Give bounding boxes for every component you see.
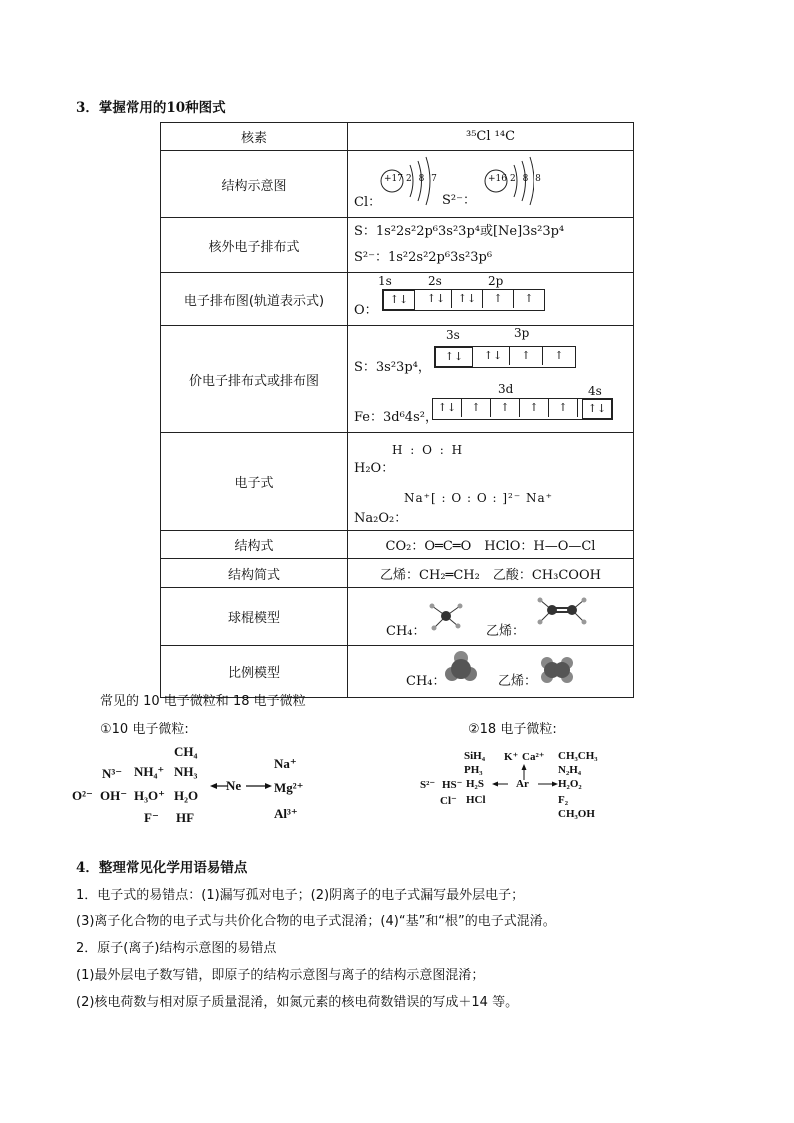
ten-na: Na⁺ — [274, 756, 297, 771]
label-config: 核外电子排布式 — [161, 218, 348, 273]
h2o-dot-formula: H : O : H — [392, 443, 465, 457]
eighteen-ph3: PH₃ — [464, 764, 483, 776]
ethene-space-model-icon — [540, 656, 574, 684]
ten-nh3: NH₃ — [174, 764, 198, 779]
ethene-ball-model-icon — [534, 594, 590, 634]
eighteen-cl: Cl⁻ — [440, 795, 457, 807]
s-shells: 2 8 8 — [510, 174, 543, 184]
cl-nucleus: +17 — [384, 174, 403, 184]
eighteen-ch3oh: CH₃OH — [558, 808, 595, 820]
valence-3d-label: 3d — [498, 382, 514, 396]
label-struct-formula: 结构式 — [161, 531, 348, 559]
s-label: S²⁻： — [442, 193, 476, 208]
orbital-box: ↑↓ — [477, 347, 510, 365]
label-nuclide: 核素 — [161, 123, 348, 151]
eighteen-n2h4: N₂H₄ — [558, 764, 582, 776]
label-structure: 结构示意图 — [161, 151, 348, 218]
orbital-box: ↑ — [491, 399, 520, 417]
dot-cell — [348, 433, 634, 531]
section3-title: 3．掌握常用的10种图式 — [76, 100, 226, 116]
ten-h2o: H₂O — [174, 788, 199, 803]
ten-h3o: H₃O⁺ — [134, 788, 165, 803]
eighteen-c2h6: CH₃CH₃ — [558, 750, 598, 762]
nuclide-value: ³⁵Cl ¹⁴C — [348, 123, 634, 151]
eighteen-electron-title: ②18 电子微粒: — [468, 722, 557, 737]
config-cell — [348, 218, 634, 273]
eighteen-s2: S²⁻ — [420, 779, 436, 791]
valence-3s-label: 3s — [446, 328, 460, 342]
eighteen-h2s: H₂S — [466, 778, 484, 790]
eighteen-electron-diagram — [418, 748, 618, 824]
ten-electron-diagram — [70, 742, 330, 828]
eighteen-f2: F₂ — [558, 794, 569, 806]
particles-title: 常见的 10 电子微粒和 18 电子微粒 — [100, 694, 306, 709]
eighteen-sih4: SiH₄ — [464, 750, 486, 762]
orbital-box: ↑↓ — [582, 399, 612, 419]
label-orbital: 电子排布图(轨道表示式) — [161, 273, 348, 326]
orbital-boxes — [382, 289, 545, 311]
ten-ch4: CH₄ — [174, 744, 198, 759]
section4-p2: (3)离子化合物的电子式与共价化合物的电子式混淆；(4)“基”和“根”的电子式混淆。 — [76, 914, 556, 929]
valence-3p-label: 3p — [514, 326, 530, 340]
valence-s-text: S：3s²3p⁴， — [354, 360, 431, 375]
section4-p3: 2．原子(离子)结构示意图的易错点 — [76, 941, 277, 956]
orbital-1s-label: 1s — [378, 274, 392, 288]
orbital-box: ↑↓ — [435, 347, 473, 367]
space-cell — [348, 646, 634, 698]
ten-ne: Ne — [226, 778, 242, 793]
eighteen-hcl: HCl — [466, 794, 486, 806]
ten-mg: Mg²⁺ — [274, 780, 304, 795]
eighteen-h2o2: H₂O₂ — [558, 778, 582, 790]
orbital-box: ↑ — [462, 399, 491, 417]
orbital-box: ↑ — [510, 347, 543, 365]
struct-formula-value: CO₂：O═C═O HClO：H—O—Cl — [348, 531, 634, 559]
valence-4s-label: 4s — [588, 384, 602, 398]
orbital-box: ↑↓ — [452, 290, 483, 308]
valence-cell — [348, 326, 634, 433]
ten-o2: O²⁻ — [72, 788, 93, 803]
orbital-box: ↑ — [524, 292, 534, 305]
structure-cell — [348, 151, 634, 218]
orbital-box: ↑↓ — [383, 290, 415, 310]
ten-oh: OH⁻ — [100, 788, 128, 803]
label-simple: 结构简式 — [161, 559, 348, 588]
orbital-cell — [348, 273, 634, 326]
h2o-label: H₂O： — [354, 461, 395, 476]
ch4-space-model-icon — [444, 650, 478, 686]
section4-p5: (2)核电荷数与相对原子质量混淆，如氮元素的核电荷数错误的写成＋14 等。 — [76, 995, 519, 1010]
section4-p4: (1)最外层电子数写错，即原子的结构示意图与离子的结构示意图混淆； — [76, 968, 485, 983]
orbital-box: ↑ — [549, 399, 578, 417]
eighteen-ar: Ar — [516, 778, 529, 790]
cl-shells: 2 8 7 — [406, 174, 439, 184]
orbital-prefix: O： — [354, 303, 378, 318]
section4-p1: 1．电子式的易错点：(1)漏写孤对电子；(2)阴离子的电子式漏写最外层电子； — [76, 888, 525, 903]
orbital-box: ↑ — [483, 290, 514, 308]
ten-al: Al³⁺ — [274, 806, 298, 821]
config-line2: S²⁻：1s²2s²2p⁶3s²3p⁶ — [354, 250, 493, 265]
label-ball: 球棍模型 — [161, 588, 348, 646]
ten-f: F⁻ — [144, 810, 159, 825]
label-space: 比例模型 — [161, 646, 348, 698]
ten-electron-title: ①10 电子微粒: — [100, 722, 189, 737]
orbital-box: ↑↓ — [433, 399, 462, 417]
valence-s-boxes — [434, 346, 576, 368]
simple-value: 乙烯：CH₂═CH₂ 乙酸：CH₃COOH — [348, 559, 634, 588]
ball-cell — [348, 588, 634, 646]
cl-label: Cl： — [354, 195, 382, 210]
chart-types-table — [160, 122, 634, 698]
s-nucleus: +16 — [488, 174, 507, 184]
na2o2-label: Na₂O₂： — [354, 511, 408, 526]
na2o2-dot-formula: Na⁺[ : O : O : ]²⁻ Na⁺ — [404, 491, 553, 505]
orbital-box: ↑ — [520, 399, 549, 417]
label-dot: 电子式 — [161, 433, 348, 531]
ten-hf: HF — [176, 810, 195, 825]
orbital-box: ↑↓ — [421, 290, 452, 308]
space-ethene-label: 乙烯： — [498, 674, 538, 689]
section4-title: 4．整理常见化学用语易错点 — [76, 860, 248, 876]
valence-fe-text: Fe：3d⁶4s²， — [354, 410, 438, 425]
ten-n3: N³⁻ — [102, 766, 123, 781]
ball-ch4-label: CH₄： — [386, 624, 426, 639]
ten-nh4: NH₄⁺ — [134, 764, 165, 779]
ball-ethene-label: 乙烯： — [486, 624, 526, 639]
eighteen-k: K⁺ — [504, 751, 519, 763]
eighteen-hs: HS⁻ — [442, 779, 463, 791]
label-valence: 价电子排布式或排布图 — [161, 326, 348, 433]
orbital-2p-label: 2p — [488, 274, 504, 288]
orbital-2s-label: 2s — [428, 274, 442, 288]
eighteen-ca: Ca²⁺ — [522, 751, 545, 763]
orbital-box: ↑ — [554, 349, 564, 362]
config-line1: S：1s²2s²2p⁶3s²3p⁴或[Ne]3s²3p⁴ — [354, 224, 565, 239]
valence-fe-boxes — [432, 398, 613, 420]
space-ch4-label: CH₄： — [406, 674, 446, 689]
ch4-ball-model-icon — [426, 598, 466, 634]
